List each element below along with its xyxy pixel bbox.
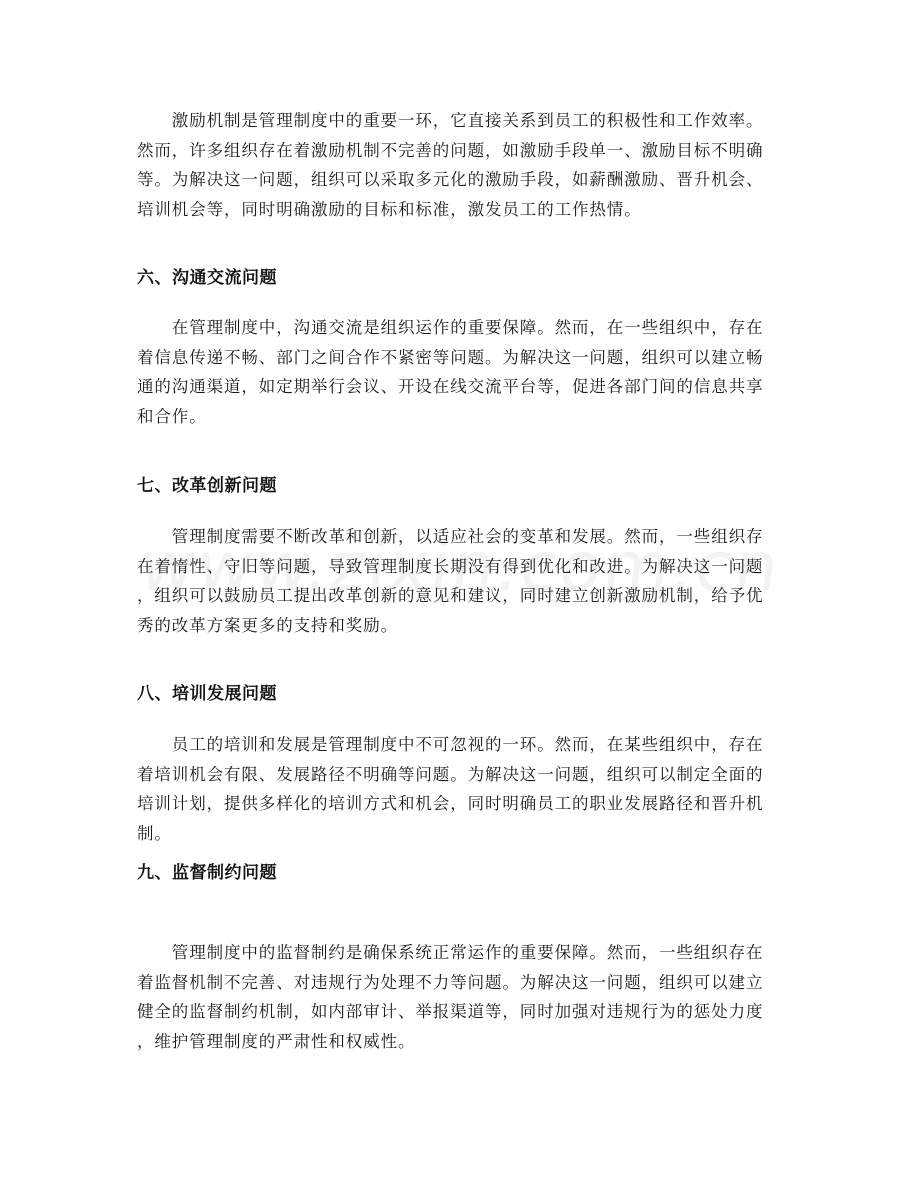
section-heading-7: 七、改革创新问题 — [137, 476, 277, 496]
paragraph-line: 在管理制度中，沟通交流是组织运作的重要保障。然而，在一些组织中，存在 — [137, 318, 764, 337]
section-paragraph-9 — [137, 938, 787, 1056]
paragraph-line: 制。 — [137, 823, 172, 843]
paragraph-line: 通的沟通渠道，如定期举行会议、开设在线交流平台等，促进各部门间的信息共享 — [137, 377, 764, 396]
paragraph-line: 着培训机会有限、发展路径不明确等问题。为解决这一问题，组织可以制定全面的 — [137, 764, 764, 784]
section-paragraph-8 — [137, 730, 787, 848]
paragraph-line: 培训计划，提供多样化的培训方式和机会，同时明确员工的职业发展路径和晋升机 — [137, 794, 764, 813]
paragraph-line: 在着惰性、守旧等问题，导致管理制度长期没有得到优化和改进。为解决这一问题 — [137, 556, 764, 576]
paragraph-line: 着信息传递不畅、部门之间合作不紧密等问题。为解决这一问题，组织可以建立畅 — [137, 347, 764, 367]
paragraph-line: 着监督机制不完善、对违规行为处理不力等问题。为解决这一问题，组织可以建立 — [137, 972, 764, 992]
section-heading-8: 八、培训发展问题 — [137, 684, 277, 704]
section-heading-9: 九、监督制约问题 — [137, 863, 277, 883]
section-heading-6: 六、沟通交流问题 — [137, 268, 277, 288]
paragraph-line: 和合作。 — [137, 406, 207, 426]
paragraph-line: 员工的培训和发展是管理制度中不可忽视的一环。然而，在某些组织中，存在 — [137, 735, 764, 754]
paragraph-line: 秀的改革方案更多的支持和奖励。 — [137, 615, 398, 635]
section-paragraph-6 — [137, 313, 787, 431]
intro-paragraph — [137, 106, 787, 224]
paragraph-line: ，维护管理制度的严肃性和权威性。 — [137, 1031, 416, 1051]
paragraph-line: 培训机会等，同时明确激励的目标和标准，激发员工的工作热情。 — [137, 199, 642, 219]
paragraph-line: 激励机制是管理制度中的重要一环，它直接关系到员工的积极性和工作效率。 — [137, 111, 764, 130]
section-paragraph-7 — [137, 522, 787, 640]
paragraph-line: 管理制度需要不断改革和创新，以适应社会的变革和发展。然而，一些组织存 — [137, 527, 764, 546]
paragraph-line: 然而，许多组织存在着激励机制不完善的问题，如激励手段单一、激励目标不明确 — [137, 140, 764, 160]
paragraph-line: ，组织可以鼓励员工提出改革创新的意见和建议，同时建立创新激励机制，给予优 — [137, 586, 764, 605]
paragraph-line: 管理制度中的监督制约是确保系统正常运作的重要保障。然而，一些组织存在 — [137, 943, 764, 962]
paragraph-line: 等。为解决这一问题，组织可以采取多元化的激励手段，如薪酬激励、晋升机会、 — [137, 170, 764, 189]
paragraph-line: 健全的监督制约机制，如内部审计、举报渠道等，同时加强对违规行为的惩处力度 — [137, 1002, 764, 1021]
